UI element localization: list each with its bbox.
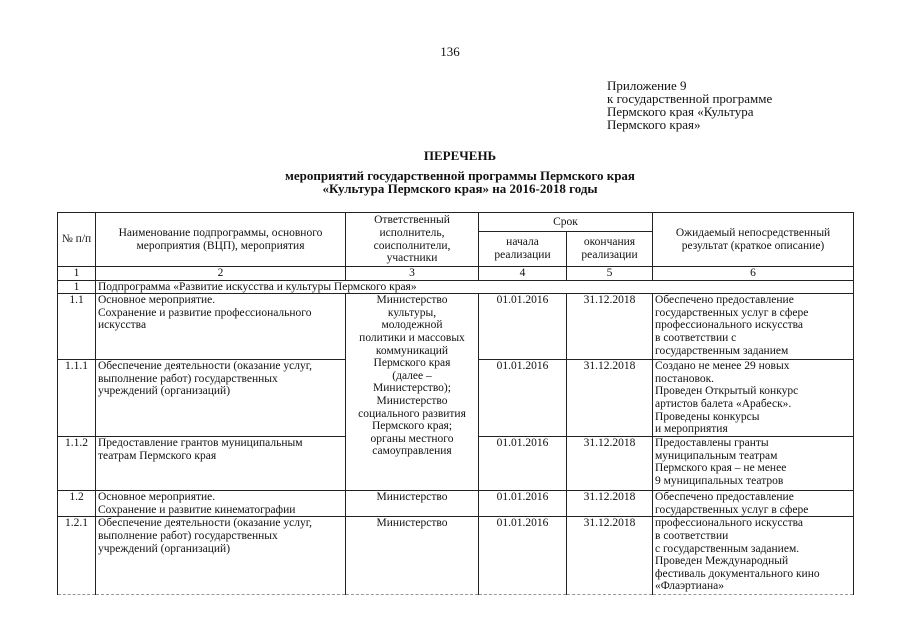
result-line: постановок. xyxy=(655,372,715,385)
responsible-line: коммуникаций xyxy=(375,344,449,357)
row-start-date: 01.01.2016 xyxy=(479,294,567,360)
result-line: фестиваль документального кино xyxy=(655,567,820,580)
responsible-line: политики и массовых xyxy=(359,331,465,344)
row-result xyxy=(653,517,854,595)
row-num: 1.2 xyxy=(58,491,96,517)
result-line: и мероприятия xyxy=(655,423,728,436)
column-numbers-row xyxy=(58,267,854,281)
row-end-date: 31.12.2018 xyxy=(567,517,653,595)
header-line: Ответственный xyxy=(374,214,450,227)
result-line: Обеспечено предоставление xyxy=(655,294,794,307)
row-name-line: Основное мероприятие. xyxy=(98,491,216,504)
header-line: исполнитель, xyxy=(379,226,445,239)
row-num: 1.1.2 xyxy=(58,437,96,491)
header-end xyxy=(567,232,653,267)
responsible-line: молодежной xyxy=(381,319,443,332)
result-line: государственных услуг в сфере xyxy=(655,306,809,319)
row-responsible xyxy=(346,294,479,491)
column-number: 5 xyxy=(567,267,653,281)
header-line: реализации xyxy=(494,249,551,261)
header-num: № п/п xyxy=(58,213,96,267)
column-number: 3 xyxy=(346,267,479,281)
header-line: реализации xyxy=(581,249,638,261)
header-line: соисполнители, xyxy=(373,239,451,252)
header-line: Наименование подпрограммы, основного xyxy=(118,226,323,239)
column-number: 2 xyxy=(96,267,346,281)
result-line: Предоставлены гранты xyxy=(655,437,769,450)
result-line: Проведены конкурсы xyxy=(655,410,760,423)
appendix-line: Приложение 9 xyxy=(607,78,687,93)
table-row xyxy=(58,517,854,595)
result-line: артистов балета «Арабеск». xyxy=(655,397,792,410)
document-subtitle: мероприятий государственной программы Пермского края xyxy=(285,168,635,183)
row-num: 1.1 xyxy=(58,294,96,360)
result-line: с государственным заданием. xyxy=(655,542,800,555)
responsible-line: Пермского края xyxy=(373,357,451,370)
result-line: муниципальным театрам xyxy=(655,449,778,462)
subprogram-name-text: Подпрограмма «Развитие искусства и культуры Пермского края» xyxy=(98,280,417,293)
header-line: результат (краткое описание) xyxy=(681,239,825,252)
result-line: Пермского края – не менее xyxy=(655,462,787,475)
responsible-line: Министерство xyxy=(376,394,448,407)
result-line: «Флаэртиана» xyxy=(655,580,724,593)
header-name xyxy=(96,213,346,267)
appendix-line: Пермского края» xyxy=(607,117,701,132)
header-responsible xyxy=(346,213,479,267)
row-name-line: учреждений (организаций) xyxy=(98,542,231,555)
row-name-line: выполнение работ) государственных xyxy=(98,529,278,542)
header-line: мероприятия (ВЦП), мероприятия xyxy=(136,239,305,252)
responsible-line: социального развития xyxy=(358,407,466,420)
row-name-line: Сохранение и развитие профессионального xyxy=(98,306,312,319)
table-row xyxy=(58,294,854,360)
result-line: профессионального искусства xyxy=(655,319,803,332)
header-line: начала xyxy=(506,236,539,249)
row-result xyxy=(653,437,854,491)
row-responsible: Министерство xyxy=(346,517,479,595)
row-end-date: 31.12.2018 xyxy=(567,360,653,437)
row-name xyxy=(96,517,346,595)
result-line: Проведен Открытый конкурс xyxy=(655,385,799,398)
appendix-line: к государственной программе xyxy=(607,91,773,106)
result-line: государственных услуг в сфере xyxy=(655,503,809,516)
row-num: 1.1.1 xyxy=(58,360,96,437)
row-name-line: искусства xyxy=(98,319,147,332)
row-name xyxy=(96,360,346,437)
result-line: государственным заданием xyxy=(655,344,789,357)
row-name-line: Основное мероприятие. xyxy=(98,294,216,307)
row-name-line: выполнение работ) государственных xyxy=(98,372,278,385)
header-line: окончания xyxy=(583,236,636,249)
result-line: в соответствии xyxy=(655,529,729,542)
result-line: профессионального искусства xyxy=(655,517,803,530)
row-responsible: Министерство xyxy=(346,491,479,517)
row-name-line: Сохранение и развитие кинематографии xyxy=(98,503,296,516)
table-row xyxy=(58,491,854,517)
row-start-date: 01.01.2016 xyxy=(479,437,567,491)
responsible-line: культуры, xyxy=(387,306,437,319)
row-result xyxy=(653,491,854,517)
row-start-date: 01.01.2016 xyxy=(479,360,567,437)
result-line: Обеспечено предоставление xyxy=(655,491,794,504)
appendix-note xyxy=(607,79,772,131)
responsible-line: Министерство); xyxy=(373,382,451,395)
row-num: 1.2.1 xyxy=(58,517,96,595)
result-line: Создано не менее 29 новых xyxy=(655,360,790,373)
document-subtitle: «Культура Пермского края» на 2016-2018 годы xyxy=(322,181,598,196)
row-name-line: Обеспечение деятельности (оказание услуг, xyxy=(98,360,313,373)
row-name-line: учреждений (организаций) xyxy=(98,385,231,398)
responsible-line: самоуправления xyxy=(372,445,452,458)
appendix-line: Пермского края «Культура xyxy=(607,104,754,119)
responsible-line: органы местного xyxy=(370,432,454,445)
header-line: Ожидаемый непосредственный xyxy=(675,226,831,239)
subprogram-name xyxy=(96,280,854,294)
row-name-line: театрам Пермского края xyxy=(98,449,217,462)
result-line: 9 муниципальных театров xyxy=(655,474,784,487)
result-line: Проведен Международный xyxy=(655,555,789,568)
row-name-line: Обеспечение деятельности (оказание услуг, xyxy=(98,517,313,530)
header-start xyxy=(479,232,567,267)
row-end-date: 31.12.2018 xyxy=(567,491,653,517)
row-result xyxy=(653,294,854,360)
header-line: участники xyxy=(386,252,438,265)
subprogram-row xyxy=(58,280,854,294)
header-term: Срок xyxy=(479,213,653,232)
row-name xyxy=(96,437,346,491)
column-number: 4 xyxy=(479,267,567,281)
header-result xyxy=(653,213,854,267)
row-result xyxy=(653,360,854,437)
row-name xyxy=(96,294,346,360)
responsible-line: Министерство xyxy=(376,294,448,307)
responsible-line: (далее – xyxy=(392,369,432,382)
document-title: ПЕРЕЧЕНЬ xyxy=(423,148,497,163)
table-header-row xyxy=(58,213,854,232)
column-number: 6 xyxy=(653,267,854,281)
row-start-date: 01.01.2016 xyxy=(479,517,567,595)
row-start-date: 01.01.2016 xyxy=(479,491,567,517)
row-num: 1 xyxy=(58,280,96,294)
row-end-date: 31.12.2018 xyxy=(567,437,653,491)
row-end-date: 31.12.2018 xyxy=(567,294,653,360)
page-number: 136 xyxy=(440,44,460,59)
row-name xyxy=(96,491,346,517)
activities-table xyxy=(57,212,854,595)
row-name-line: Предоставление грантов муниципальным xyxy=(98,437,303,450)
column-number: 1 xyxy=(58,267,96,281)
result-line: в соответствии с xyxy=(655,331,737,344)
responsible-line: Пермского края; xyxy=(371,420,453,433)
